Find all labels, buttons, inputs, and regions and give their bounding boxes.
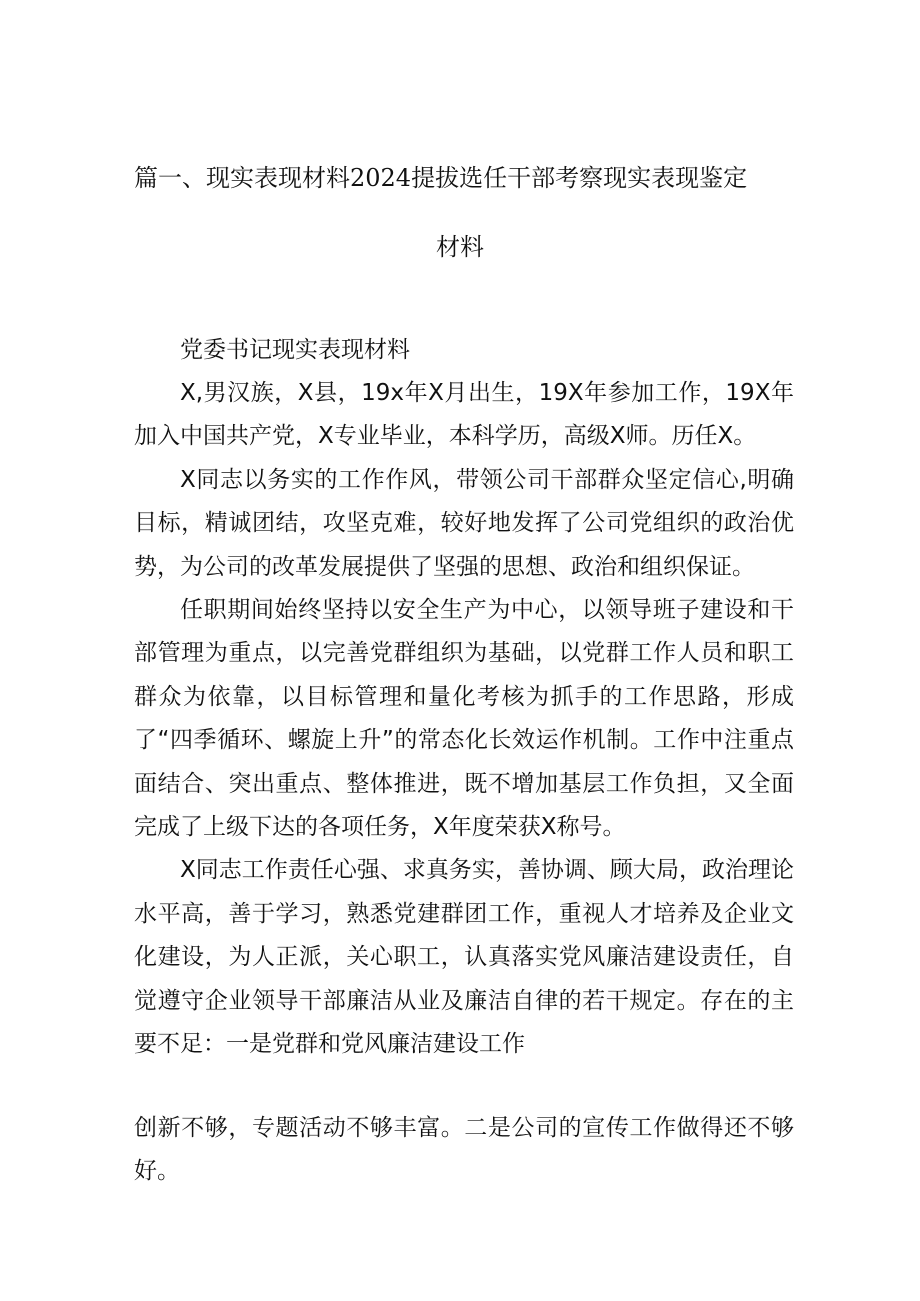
document-title-line-1: 篇一、现实表现材料2024提拔选任干部考察现实表现鉴定 [134, 164, 748, 192]
section-subheading: 党委书记现实表现材料 [180, 337, 410, 363]
paragraph-achievements: 任职期间始终坚持以安全生产为中心，以领导班子建设和干部管理为重点，以完善党群组织为基础，以党群工作人员和职工群众为依靠，以目标管理和量化考核为抓手的工作思路，形成了“四季循环、螺旋上升”的常态化长效运作机制。工作中注重点面结合、突出重点、整体推进，既不增加基层工作负担，又全面完成了上级下达的各项任务，X年度荣获X称号。 [134, 597, 794, 841]
paragraph-work-style: X同志以务实的工作作风，带领公司干部群众坚定信心,明确目标，精诚团结，攻坚克难，较好地发挥了公司党组织的政治优势，为公司的改革发展提供了坚强的思想、政治和组织保证。 [134, 466, 794, 580]
body-text [134, 372, 794, 1067]
paragraph-continuation: 创新不够，专题活动不够丰富。二是公司的宣传工作做得还不够好。 [134, 1115, 794, 1185]
document-title-line-2: 材料 [436, 233, 484, 261]
paragraph-evaluation: X同志工作责任心强、求真务实，善协调、顾大局，政治理论水平高，善于学习，熟悉党建群团工作，重视人才培养及企业文化建设，为人正派，关心职工，认真落实党风廉洁建设责任，自觉遵守企业领导干部廉洁从业及廉洁自律的若干规定。存在的主要不足：一是党群和党风廉洁建设工作 [134, 857, 794, 1058]
paragraph-profile: X,男汉族，X县，19x年X月出生，19X年参加工作，19X年加入中国共产党，X专业毕业，本科学历，高级X师。历任X。 [134, 380, 794, 450]
